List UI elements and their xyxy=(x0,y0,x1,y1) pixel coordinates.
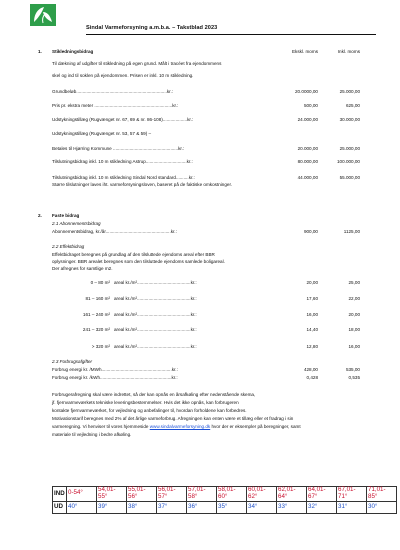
ind-temp-line2: 57° xyxy=(158,492,168,500)
fee-row-incl: 625,00 xyxy=(345,103,360,108)
effekt-description: oplysninger. BBR arealet beregnes som den tilsluttede ejendoms samlede boligareal. xyxy=(52,259,225,264)
ind-temp-line2: 67° xyxy=(308,492,318,500)
ud-temp-cell: 39° xyxy=(97,501,127,513)
fee-row-incl: 25.000,00 xyxy=(339,89,360,94)
effekt-description: Effektbidraget beregnes på grundlag af den tilsluttede ejendoms areal efter BBR xyxy=(52,252,215,257)
area-band-label: areal kr./m²..........................................kr.: xyxy=(114,327,197,332)
ud-temp-cell: 36° xyxy=(187,501,217,513)
footer-text-line: materiale til vejledning i bedre afkøling. xyxy=(52,432,132,437)
subsection-abonnement-title: 2.1 Abonnementsbidrag xyxy=(52,221,101,226)
area-band-range: 0 – 80 m² xyxy=(90,280,110,285)
ind-temp-line2: 62° xyxy=(248,492,258,500)
ud-temp-cell: 33° xyxy=(277,501,307,513)
ind-temp-cell xyxy=(247,487,277,502)
ind-temp-line2: 71° xyxy=(338,492,348,500)
ud-temp-cell: 38° xyxy=(127,501,157,513)
ud-temp-cell: 32° xyxy=(307,501,337,513)
ud-temp-cell: 37° xyxy=(157,501,187,513)
ud-temp-cell: 34° xyxy=(247,501,277,513)
abonnement-incl: 1125,00 xyxy=(343,229,360,234)
fee-row-incl: 100.000,00 xyxy=(337,159,360,164)
temperature-table xyxy=(52,486,397,514)
ind-temp-line1: 71,01- xyxy=(368,486,386,493)
ind-temp-line1: 64,01- xyxy=(308,486,326,493)
ind-temp-cell xyxy=(127,487,157,502)
ind-temp-line1: 58,01- xyxy=(218,486,236,493)
area-band-range: 161 – 240 m² xyxy=(82,312,110,317)
area-band-label: areal kr./m²..........................................kr.: xyxy=(114,296,197,301)
footer-text-line: jf. fjernvarmeværkets tekniske leveringsbestemmelser. Hvis det ikke opnås, kan forbrugeren xyxy=(52,400,239,405)
section1-number: 1. xyxy=(38,49,42,54)
section1-title: Stikledningsbidrag xyxy=(52,49,94,54)
ind-temp-line2: 64° xyxy=(278,492,288,500)
ud-temp-cell: 35° xyxy=(217,501,247,513)
ind-temp-line1: 55,01- xyxy=(128,486,146,493)
leaf-logo-icon xyxy=(30,4,56,26)
footer-text-line: Motivationstarif beregnes med 2% af det årlige varmeforbrug. Afregningen kan enten være et tillæg eller et fradrag i sin xyxy=(52,416,294,421)
area-band-range: > 320 m² xyxy=(91,344,110,349)
subsection-forbrug-title: 2.3 Forbrugsafgifter xyxy=(52,359,93,364)
ind-temp-line2: 55° xyxy=(98,492,108,500)
row-label-ud: UD xyxy=(53,501,67,513)
footer-text-fragment: varmeregning. Vi henviser til vores hjemmeside xyxy=(52,424,150,429)
footer-text-line: Forbrugerafregning skal være indrettet, så der kan opnås en årsafkøling efter nedenstående skema, xyxy=(52,392,256,397)
ind-temp-line2: 60° xyxy=(218,492,228,500)
area-band-incl: 25,00 xyxy=(348,280,360,285)
area-band-incl: 18,00 xyxy=(348,327,360,332)
area-band-excl: 14,40 xyxy=(306,327,318,332)
fee-row-incl: 25.000,00 xyxy=(339,146,360,151)
ud-temp-cell: 40° xyxy=(67,501,97,513)
ud-temp-cell: 31° xyxy=(337,501,367,513)
row-label-ind: IND xyxy=(53,487,67,502)
ind-temp-line2: 85° xyxy=(368,492,378,500)
ind-temp-cell xyxy=(337,487,367,502)
section1-note: Større tilslutninger laves iht. varmeforsyningsloven, baseret på de faktiske omkostninger. xyxy=(52,182,233,187)
company-logo xyxy=(30,4,56,26)
ind-temp-cell xyxy=(97,487,127,502)
fee-row-label: Tilslutningsbidrag inkl. 10 m stikledning Sindal Nord standard..........kr.: xyxy=(52,175,195,180)
ind-temp-cell xyxy=(217,487,247,502)
table-row-ud xyxy=(53,501,397,513)
section1-intro-line: skel og ind til soklen på ejendommen. Prisen er inkl. 10 m stikledning. xyxy=(52,73,194,78)
ind-temp-cell xyxy=(157,487,187,502)
fee-row-incl: 30.000,00 xyxy=(339,117,360,122)
area-band-incl: 22,00 xyxy=(348,296,360,301)
fee-row-label: Betales til Hjørring Kommune ...................................................kr.: xyxy=(52,146,185,151)
section2-number: 2. xyxy=(38,213,42,218)
fee-row-label: Udstykningstillæg (Rugvænget nr. 67, 69 & nr. 86-108)...................kr.: xyxy=(52,117,194,122)
ud-temp-cell: 30° xyxy=(367,501,397,513)
ind-temp-cell xyxy=(187,487,217,502)
area-band-incl: 20,00 xyxy=(348,312,360,317)
fee-row-excl: 80.000,00 xyxy=(297,159,318,164)
subsection-effekt-title: 2.2 Effektbidrag xyxy=(52,244,85,249)
area-band-label: areal kr./m²..........................................kr.: xyxy=(114,280,197,285)
fee-row-excl: 500,00 xyxy=(303,103,318,108)
footer-text-fragment: hvor der er eksempler på beregninger, samt xyxy=(210,424,301,429)
ind-temp-cell xyxy=(367,487,397,502)
fee-row-excl: 24.000,00 xyxy=(297,117,318,122)
ind-temp-line1: 62,01- xyxy=(278,486,296,493)
ind-temp-line1: 0-54° xyxy=(68,489,83,497)
area-band-label: areal kr./m²..........................................kr.: xyxy=(114,344,197,349)
website-link[interactable]: www.sindalvarmeforsyning.dk xyxy=(149,424,211,429)
area-band-excl: 16,00 xyxy=(306,312,318,317)
col-header-incl: Inkl. moms xyxy=(337,49,360,54)
forbrug-incl: 535,00 xyxy=(345,367,360,372)
section1-intro-line: Til dækning af udgifter til stikledning på egen grund. Målt i tracéet fra ejendommens xyxy=(52,61,222,66)
col-header-excl: Ekskl. moms xyxy=(291,49,318,54)
area-band-range: 81 – 160 m² xyxy=(85,296,110,301)
ind-temp-line1: 67,01- xyxy=(338,486,356,493)
forbrug-excl: 428,00 xyxy=(303,367,318,372)
area-band-excl: 20,00 xyxy=(306,280,318,285)
fee-row-excl: 20.0000,00 xyxy=(295,89,318,94)
fee-row-incl: 55.000,00 xyxy=(339,175,360,180)
page-title: Sindal Varmeforsyning a.m.b.a. – Takstblad 2023 xyxy=(86,25,218,31)
section2-title: Faste bidrag xyxy=(52,213,80,218)
document-header xyxy=(86,25,376,35)
area-band-incl: 16,00 xyxy=(348,344,360,349)
ind-temp-line1: 54,01- xyxy=(98,486,116,493)
fee-row-label: Grundbeløb.......................................................................kr.: xyxy=(52,89,174,94)
abonnement-label: Abonnementsbidrag, kr./år...................................................kr.: xyxy=(52,229,177,234)
forbrug-excl: 0,428 xyxy=(306,375,318,380)
effekt-description: Der afregnes for samtlige m2. xyxy=(52,266,113,271)
area-band-excl: 17,60 xyxy=(306,296,318,301)
ind-temp-line2: 58° xyxy=(188,492,198,500)
ind-temp-line1: 56,01- xyxy=(158,486,176,493)
ind-temp-cell xyxy=(67,487,97,502)
area-band-label: areal kr./m²..........................................kr.: xyxy=(114,312,197,317)
table-row-ind xyxy=(53,487,397,502)
fee-row-excl: 44.000,00 xyxy=(297,175,318,180)
ind-temp-cell xyxy=(277,487,307,502)
footer-text-line xyxy=(52,424,301,430)
fee-row-label: Tilslutningsbidrag inkl. 10 m stikledning Astrup................................kr.: xyxy=(52,159,193,164)
fee-row-excl: 20.000,00 xyxy=(297,146,318,151)
ind-temp-line1: 60,01- xyxy=(248,486,266,493)
forbrug-incl: 0,535 xyxy=(348,375,360,380)
fee-row-label: Udstykningstillæg (Rugvænget nr. 53, 57 & 59) – xyxy=(52,131,152,136)
area-band-excl: 12,80 xyxy=(306,344,318,349)
ind-temp-cell xyxy=(307,487,337,502)
abonnement-excl: 900,00 xyxy=(303,229,318,234)
footer-text-line: kontakte fjernvarmeværket, for vejledning og anbefalinger til, hvordan forholdene kan forbedres. xyxy=(52,408,247,413)
forbrug-label: Forbrug energi kr. /kWh........................................................kr.: xyxy=(52,375,178,380)
ind-temp-line1: 57,01- xyxy=(188,486,206,493)
area-band-range: 241 – 320 m² xyxy=(82,327,110,332)
ind-temp-line2: 56° xyxy=(128,492,138,500)
forbrug-label: Forbrug energi kr. /MWh.......................................................kr.: xyxy=(52,367,178,372)
fee-row-label: Pris pr. ekstra meter .............................................................kr.: xyxy=(52,103,179,108)
